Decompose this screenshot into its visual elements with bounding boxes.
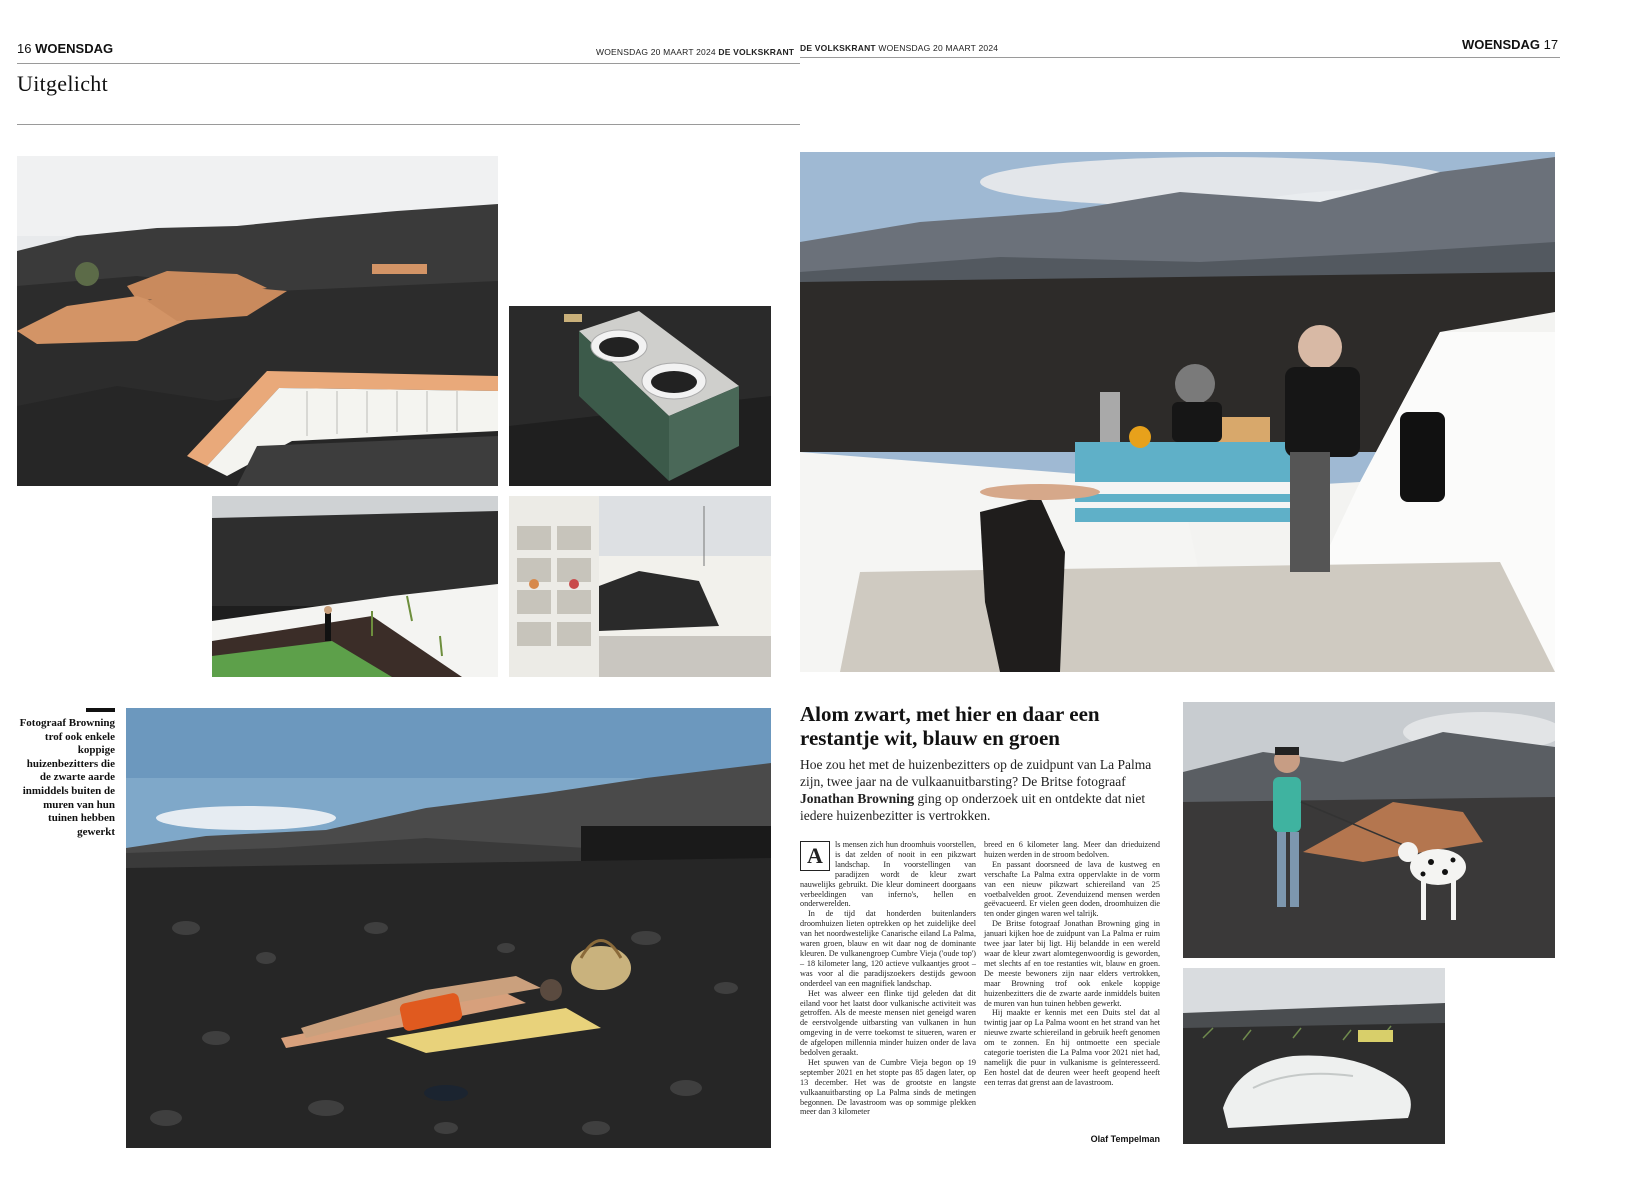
intro-text-before: Hoe zou het met de huizenbezitters op de zuidpunt van La Palma zijn, twee jaar na de vulkaanuitbarsting? De Britse fotograaf bbox=[800, 757, 1152, 789]
photo-double-sink bbox=[509, 306, 771, 486]
section-title: Uitgelicht bbox=[17, 71, 108, 96]
beach-sunbathers-illustration bbox=[126, 708, 771, 1148]
right-date: WOENSDAG 20 MAART 2024 bbox=[878, 43, 999, 53]
body-paragraph: En passant doorsneed de lava de kustweg en verschafte La Palma extra oppervlakte in de vorm van een nieuw pikzwart schiereiland van 25 voetbalvelden groot. Zevenduizend mensen werden geëvacueerd. Er vielen geen doden, droomhuizen die ten onder gingen waren wel talrijk. bbox=[984, 859, 1160, 919]
left-header-rule bbox=[17, 63, 800, 64]
photo-breakfast-terrace bbox=[800, 152, 1555, 672]
body-paragraph: ls mensen zich hun droomhuis voorstellen, is dat zelden of nooit in een pikzwart landschap. In voorstellingen van paradijzen wordt de kleur zwart nauwelijks gebruikt. Die kleur domineert doorgaans verbeeldingen van inferno's, hellen en onderwerelden. bbox=[800, 840, 976, 909]
right-page-day: WOENSDAG bbox=[1462, 37, 1540, 52]
covered-car-illustration bbox=[1183, 968, 1445, 1144]
photo-garden-woman bbox=[212, 496, 498, 677]
body-paragraph: Hij maakte er kennis met een Duits stel dat al twintig jaar op La Palma woont en het strand van het nieuwe zwarte schiereiland in gebruik heeft genomen om te zonnen. En hij ontmoette een speciale categorie toeristen die La Palma voor 2021 niet had, namelijk die puur in vulkanisme is geïnteresseerd. Een hostel dat de deuren weer heeft geopend heeft een terras dat grenst aan de lavastroom. bbox=[984, 1008, 1160, 1087]
intro-text-after: ging op onderzoek uit en ontdekte dat niet iedere huizenbezitter is vertrokken. bbox=[800, 791, 1146, 823]
double-sink-illustration bbox=[509, 306, 771, 486]
article-column-2 bbox=[984, 840, 1160, 1088]
buried-houses-illustration bbox=[17, 156, 498, 486]
photo-beach-sunbathers bbox=[126, 708, 771, 1148]
left-date-line bbox=[596, 47, 794, 57]
right-page-header bbox=[1462, 37, 1558, 52]
photo-covered-car bbox=[1183, 968, 1445, 1144]
section-rule bbox=[17, 124, 800, 125]
left-page-day: WOENSDAG bbox=[35, 41, 114, 56]
photographer-name: Jonathan Browning bbox=[800, 791, 915, 806]
photo-buried-houses bbox=[17, 156, 498, 486]
photo-caption: Fotograaf Browning trof ook enkele koppige huizenbezitters die de zwarte aarde inmiddels buiten de muren van hun tuinen hebben gewerkt bbox=[19, 717, 115, 838]
body-paragraph: breed en 6 kilometer lang. Meer dan drieduizend huizen werden in de stroom bedolven. bbox=[984, 840, 1160, 859]
right-header-rule bbox=[800, 57, 1560, 58]
left-page-header bbox=[17, 41, 113, 56]
left-page-number: 16 bbox=[17, 41, 32, 56]
article-intro bbox=[800, 756, 1160, 824]
left-paper-name: DE VOLKSKRANT bbox=[718, 47, 795, 57]
body-paragraph: In de tijd dat honderden buitenlanders droomhuizen lieten optrekken op het zuidelijke deel van het noordwestelijke Canarische eiland La Palma, waren groen, blauw en wit daar nog de dominante kleuren. De vulkanengroep Cumbre Vieja ('oude top') – 18 kilometer lang, 120 actieve vulkaantjes groot – was voor al die paradijszoekers destijds gewoon onderdeel van een magnifiek landschap. bbox=[800, 909, 976, 988]
right-page-number: 17 bbox=[1543, 37, 1559, 52]
article-headline: Alom zwart, met hier en daar een restantje wit, blauw en groen bbox=[800, 702, 1100, 750]
photo-cemetery bbox=[509, 496, 771, 677]
right-date-line bbox=[800, 43, 998, 53]
cemetery-illustration bbox=[509, 496, 771, 677]
drop-cap: A bbox=[800, 841, 830, 871]
caption-bar bbox=[86, 708, 115, 712]
article-byline: Olaf Tempelman bbox=[1090, 1134, 1160, 1144]
right-paper-name: DE VOLKSKRANT bbox=[800, 43, 876, 53]
article-column-1 bbox=[800, 840, 976, 1117]
body-paragraph: De Britse fotograaf Jonathan Browning ging in januari kijken hoe de zuidpunt van La Palma er ruim twee jaar later bij ligt. Hij belandde in een wereld waar de kleur zwart alomtegenwoordig is geworden, met slechts af en toe restanties wit, blauw en groen. De meeste bewoners zijn naar elders vertrokken, maar Browning trof ook enkele koppige huizenbezitters die de zwarte aarde inmiddels buiten de muren van hun tuinen hebben gewerkt. bbox=[984, 919, 1160, 1008]
garden-woman-illustration bbox=[212, 496, 498, 677]
body-paragraph: Het spuwen van de Cumbre Vieja begon op 19 september 2021 en het stopte pas 85 dagen later, op 13 december. Het was de grootste en langste vulkaanuitbarsting op La Palma sinds de metingen begonnen. De lavastroom was op sommige plekken meer dan 3 kilometer bbox=[800, 1057, 976, 1117]
body-paragraph: Het was alweer een flinke tijd geleden dat dit eiland voor het laatst door vulkanische activiteit was getroffen. Als de meeste mensen niet geneigd waren de eerstvolgende uitbarsting van vulkanen in hun omgeving in de verre toekomst te situeren, waren er de afgelopen millennia minder huizen onder de lava bedolven geraakt. bbox=[800, 988, 976, 1058]
photo-man-dalmatian bbox=[1183, 702, 1555, 958]
breakfast-terrace-illustration bbox=[800, 152, 1555, 672]
left-date: WOENSDAG 20 MAART 2024 bbox=[596, 47, 716, 57]
man-dalmatian-illustration bbox=[1183, 702, 1555, 958]
